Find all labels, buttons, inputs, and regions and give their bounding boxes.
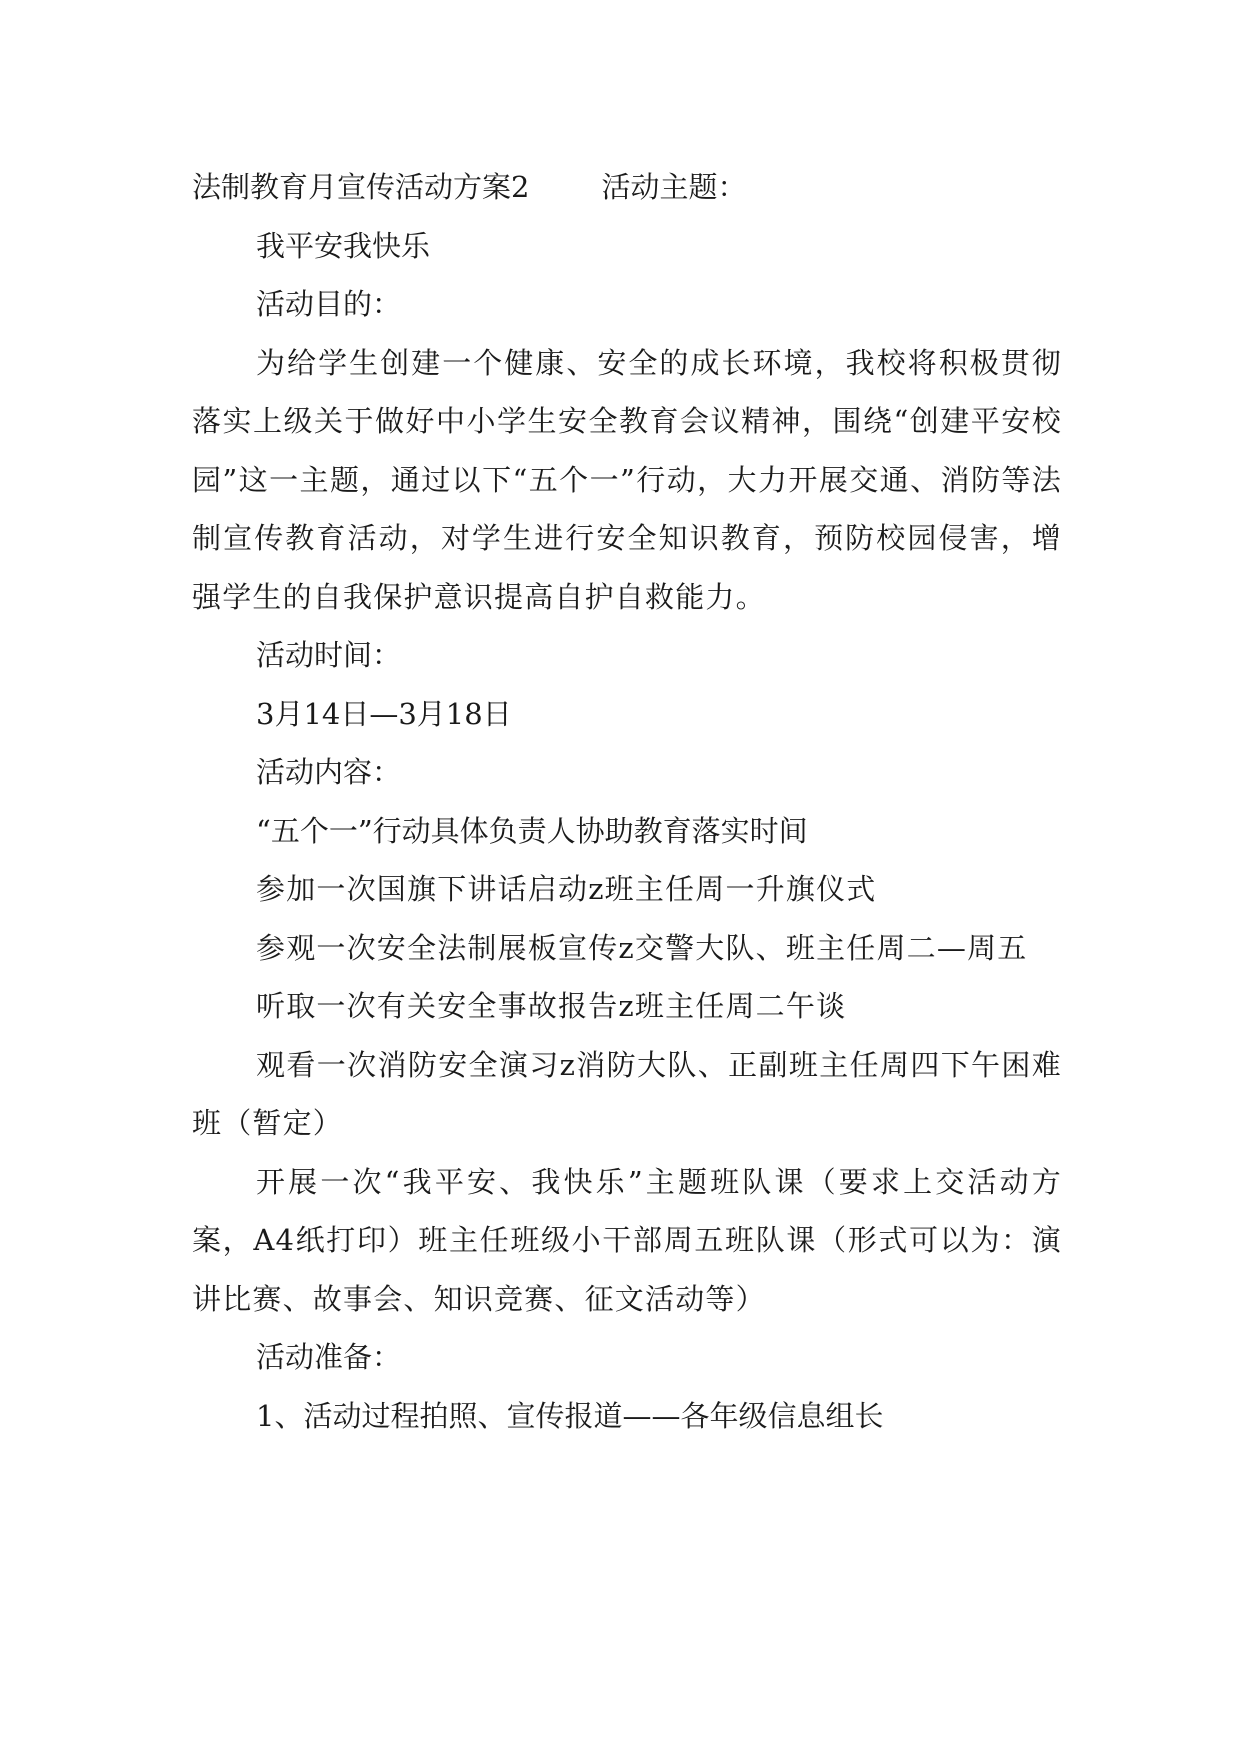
purpose-label: 活动目的： — [256, 287, 402, 321]
content-item: 开展一次“我平安、我快乐”主题班队课（要求上交活动方案，A4纸打印）班主任班级小干部周五班队课（形式可以为：演讲比赛、故事会、知识竞赛、征文活动等） — [192, 1164, 1062, 1316]
content-item: 参加一次国旗下讲话启动z班主任周一升旗仪式 — [256, 872, 877, 906]
theme-text: 我平安我快乐 — [256, 228, 431, 263]
theme-label: 活动主题： — [601, 170, 747, 204]
content-item: 听取一次有关安全事故报告z班主任周二午谈 — [256, 989, 847, 1023]
time-value: 3月14日—3月18日 — [256, 696, 512, 731]
prep-item: 1、活动过程拍照、宣传报道——各年级信息组长 — [256, 1398, 884, 1433]
document-title: 法制教育月宣传活动方案2 — [192, 170, 530, 204]
content-header: “五个一”行动具体负责人协助教育落实时间 — [256, 813, 808, 848]
prep-label: 活动准备： — [256, 1340, 402, 1374]
content-item: 观看一次消防安全演习z消防大队、正副班主任周四下午困难班（暂定） — [192, 1047, 1062, 1140]
title-line — [192, 158, 1062, 217]
time-label: 活动时间： — [256, 638, 402, 672]
document-body — [192, 158, 1062, 1445]
content-label: 活动内容： — [256, 755, 402, 789]
content-item: 参观一次安全法制展板宣传z交警大队、班主任周二—周五 — [256, 930, 1028, 965]
purpose-paragraph: 为给学生创建一个健康、安全的成长环境，我校将积极贯彻落实上级关于做好中小学生安全教育会议精神，围绕“创建平安校园”这一主题，通过以下“五个一”行动，大力开展交通、消防等法制宣传教育活动，对学生进行安全知识教育，预防校园侵害，增强学生的自我保护意识提高自护自救能力。 — [192, 345, 1062, 614]
